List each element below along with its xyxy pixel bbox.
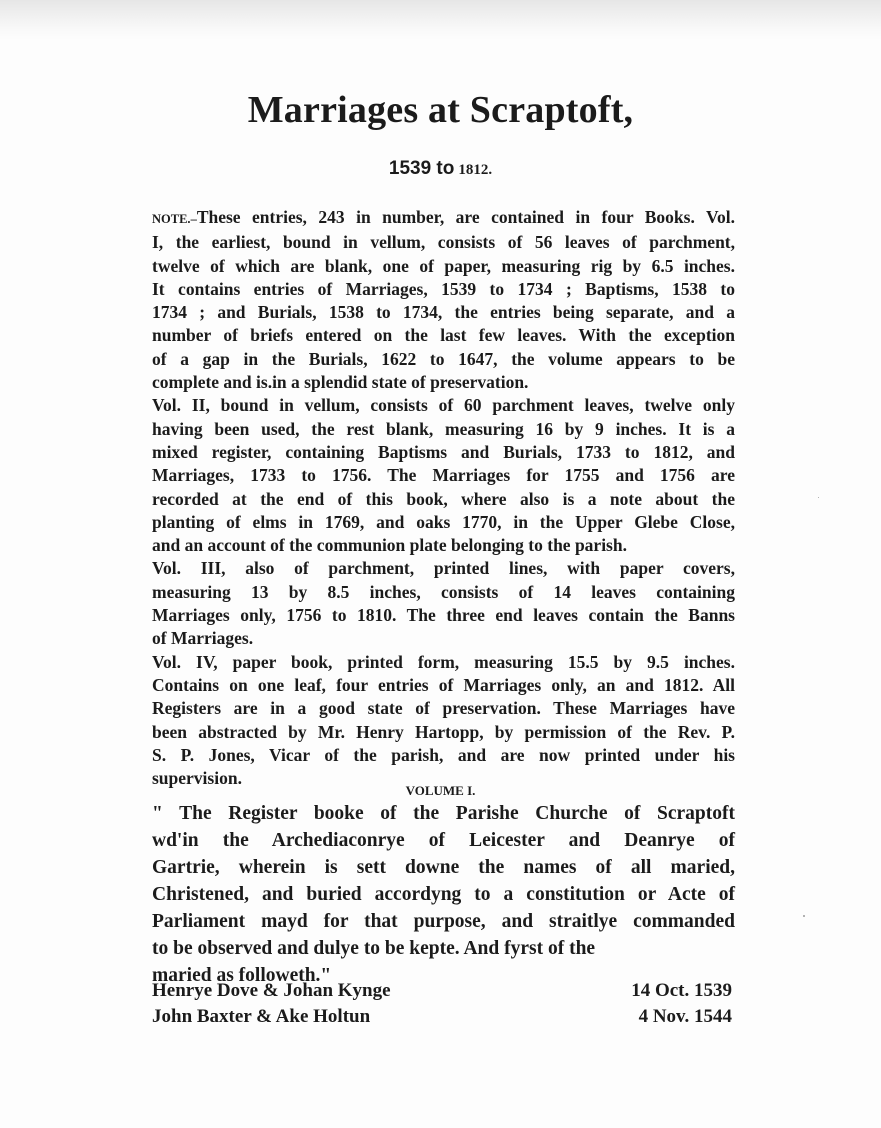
note-line: twelve of which are blank, one of paper, measuring rig by 6.5 inches. bbox=[152, 255, 735, 276]
note-line: It contains entries of Marriages, 1539 to 1734 ; Baptisms, 1538 to bbox=[152, 278, 735, 299]
note-line: I, the earliest, bound in vellum, consists of 56 leaves of parchment, bbox=[152, 232, 735, 253]
entry-date: 4 Nov. 1544 bbox=[638, 1006, 732, 1027]
marriage-entry bbox=[152, 980, 732, 1006]
note-line: Contains on one leaf, four entries of Marriages only, an and 1812. All bbox=[152, 674, 735, 695]
quote-line: wd'in the Archediaconrye of Leicester and Deanrye of bbox=[152, 830, 735, 851]
note-line: Marriages, 1733 to 1756. The Marriages for 1755 and 1756 are bbox=[152, 465, 735, 486]
quote-line: " The Register booke of the Parishe Churche of Scraptoft bbox=[152, 803, 735, 824]
marriage-entry bbox=[152, 1006, 732, 1032]
note-paragraph bbox=[152, 206, 735, 790]
page-subtitle bbox=[0, 158, 881, 180]
note-line: Vol. IV, paper book, printed form, measuring 15.5 by 9.5 inches. bbox=[152, 651, 735, 672]
entry-names: Henrye Dove & Johan Kynge bbox=[152, 980, 391, 1001]
quote-line: maried as followeth." bbox=[152, 965, 332, 986]
note-line: Vol. III, also of parchment, printed lines, with paper covers, bbox=[152, 558, 735, 579]
scan-speck bbox=[803, 915, 805, 917]
entry-date: 14 Oct. 1539 bbox=[631, 980, 732, 1001]
note-line: Vol. II, bound in vellum, consists of 60 parchment leaves, twelve only bbox=[152, 395, 735, 416]
note-line: of a gap in the Burials, 1622 to 1647, the volume appears to be bbox=[152, 348, 735, 369]
note-line: and an account of the communion plate belonging to the parish. bbox=[152, 535, 627, 556]
note-line: number of briefs entered on the last few leaves. With the exception bbox=[152, 325, 735, 346]
subtitle-years-start: 1539 to bbox=[388, 158, 455, 179]
scan-speck bbox=[818, 497, 819, 498]
note-line: supervision. bbox=[152, 768, 242, 789]
marriage-entries bbox=[152, 980, 732, 1032]
quote-line: Christened, and buried accordyng to a constitution or Acte of bbox=[152, 884, 735, 905]
volume-heading: VOLUME I. bbox=[405, 783, 476, 798]
note-line: Registers are in a good state of preservation. These Marriages have bbox=[152, 698, 735, 719]
note-line: planting of elms in 1769, and oaks 1770, in the Upper Glebe Close, bbox=[152, 511, 735, 532]
entry-names: John Baxter & Ake Holtun bbox=[152, 1006, 371, 1027]
note-line: S. P. Jones, Vicar of the parish, and are now printed under his bbox=[152, 744, 735, 765]
quote-line: Gartrie, wherein is sett downe the names of all maried, bbox=[152, 857, 735, 878]
subtitle-years-end: 1812. bbox=[458, 162, 493, 178]
scan-shadow-edge bbox=[0, 0, 881, 40]
quote-line: Parliament mayd for that purpose, and straitlye commanded bbox=[152, 911, 735, 932]
note-line: Marriages only, 1756 to 1810. The three end leaves contain the Banns bbox=[152, 605, 735, 626]
note-line: of Marriages. bbox=[152, 628, 254, 649]
note-line: NOTE.–These entries, 243 in number, are contained in four Books. Vol. bbox=[152, 207, 735, 227]
note-label: NOTE. bbox=[152, 212, 191, 226]
note-line: measuring 13 by 8.5 inches, consists of 14 leaves containing bbox=[152, 581, 735, 602]
quote-line: to be observed and dulye to be kepte. And fyrst of the bbox=[152, 938, 596, 959]
note-line: having been used, the rest blank, measuring 16 by 9 inches. It is a bbox=[152, 418, 735, 439]
register-quote bbox=[152, 800, 735, 989]
note-line: 1734 ; and Burials, 1538 to 1734, the entries being separate, and a bbox=[152, 302, 735, 323]
page-title: Marriages at Scraptoft, bbox=[247, 89, 634, 131]
note-line: complete and is.in a splendid state of preservation. bbox=[152, 372, 529, 393]
note-line: been abstracted by Mr. Henry Hartopp, by permission of the Rev. P. bbox=[152, 721, 735, 742]
note-line: recorded at the end of this book, where also is a note about the bbox=[152, 488, 735, 509]
note-line: mixed register, containing Baptisms and Burials, 1733 to 1812, and bbox=[152, 441, 735, 462]
